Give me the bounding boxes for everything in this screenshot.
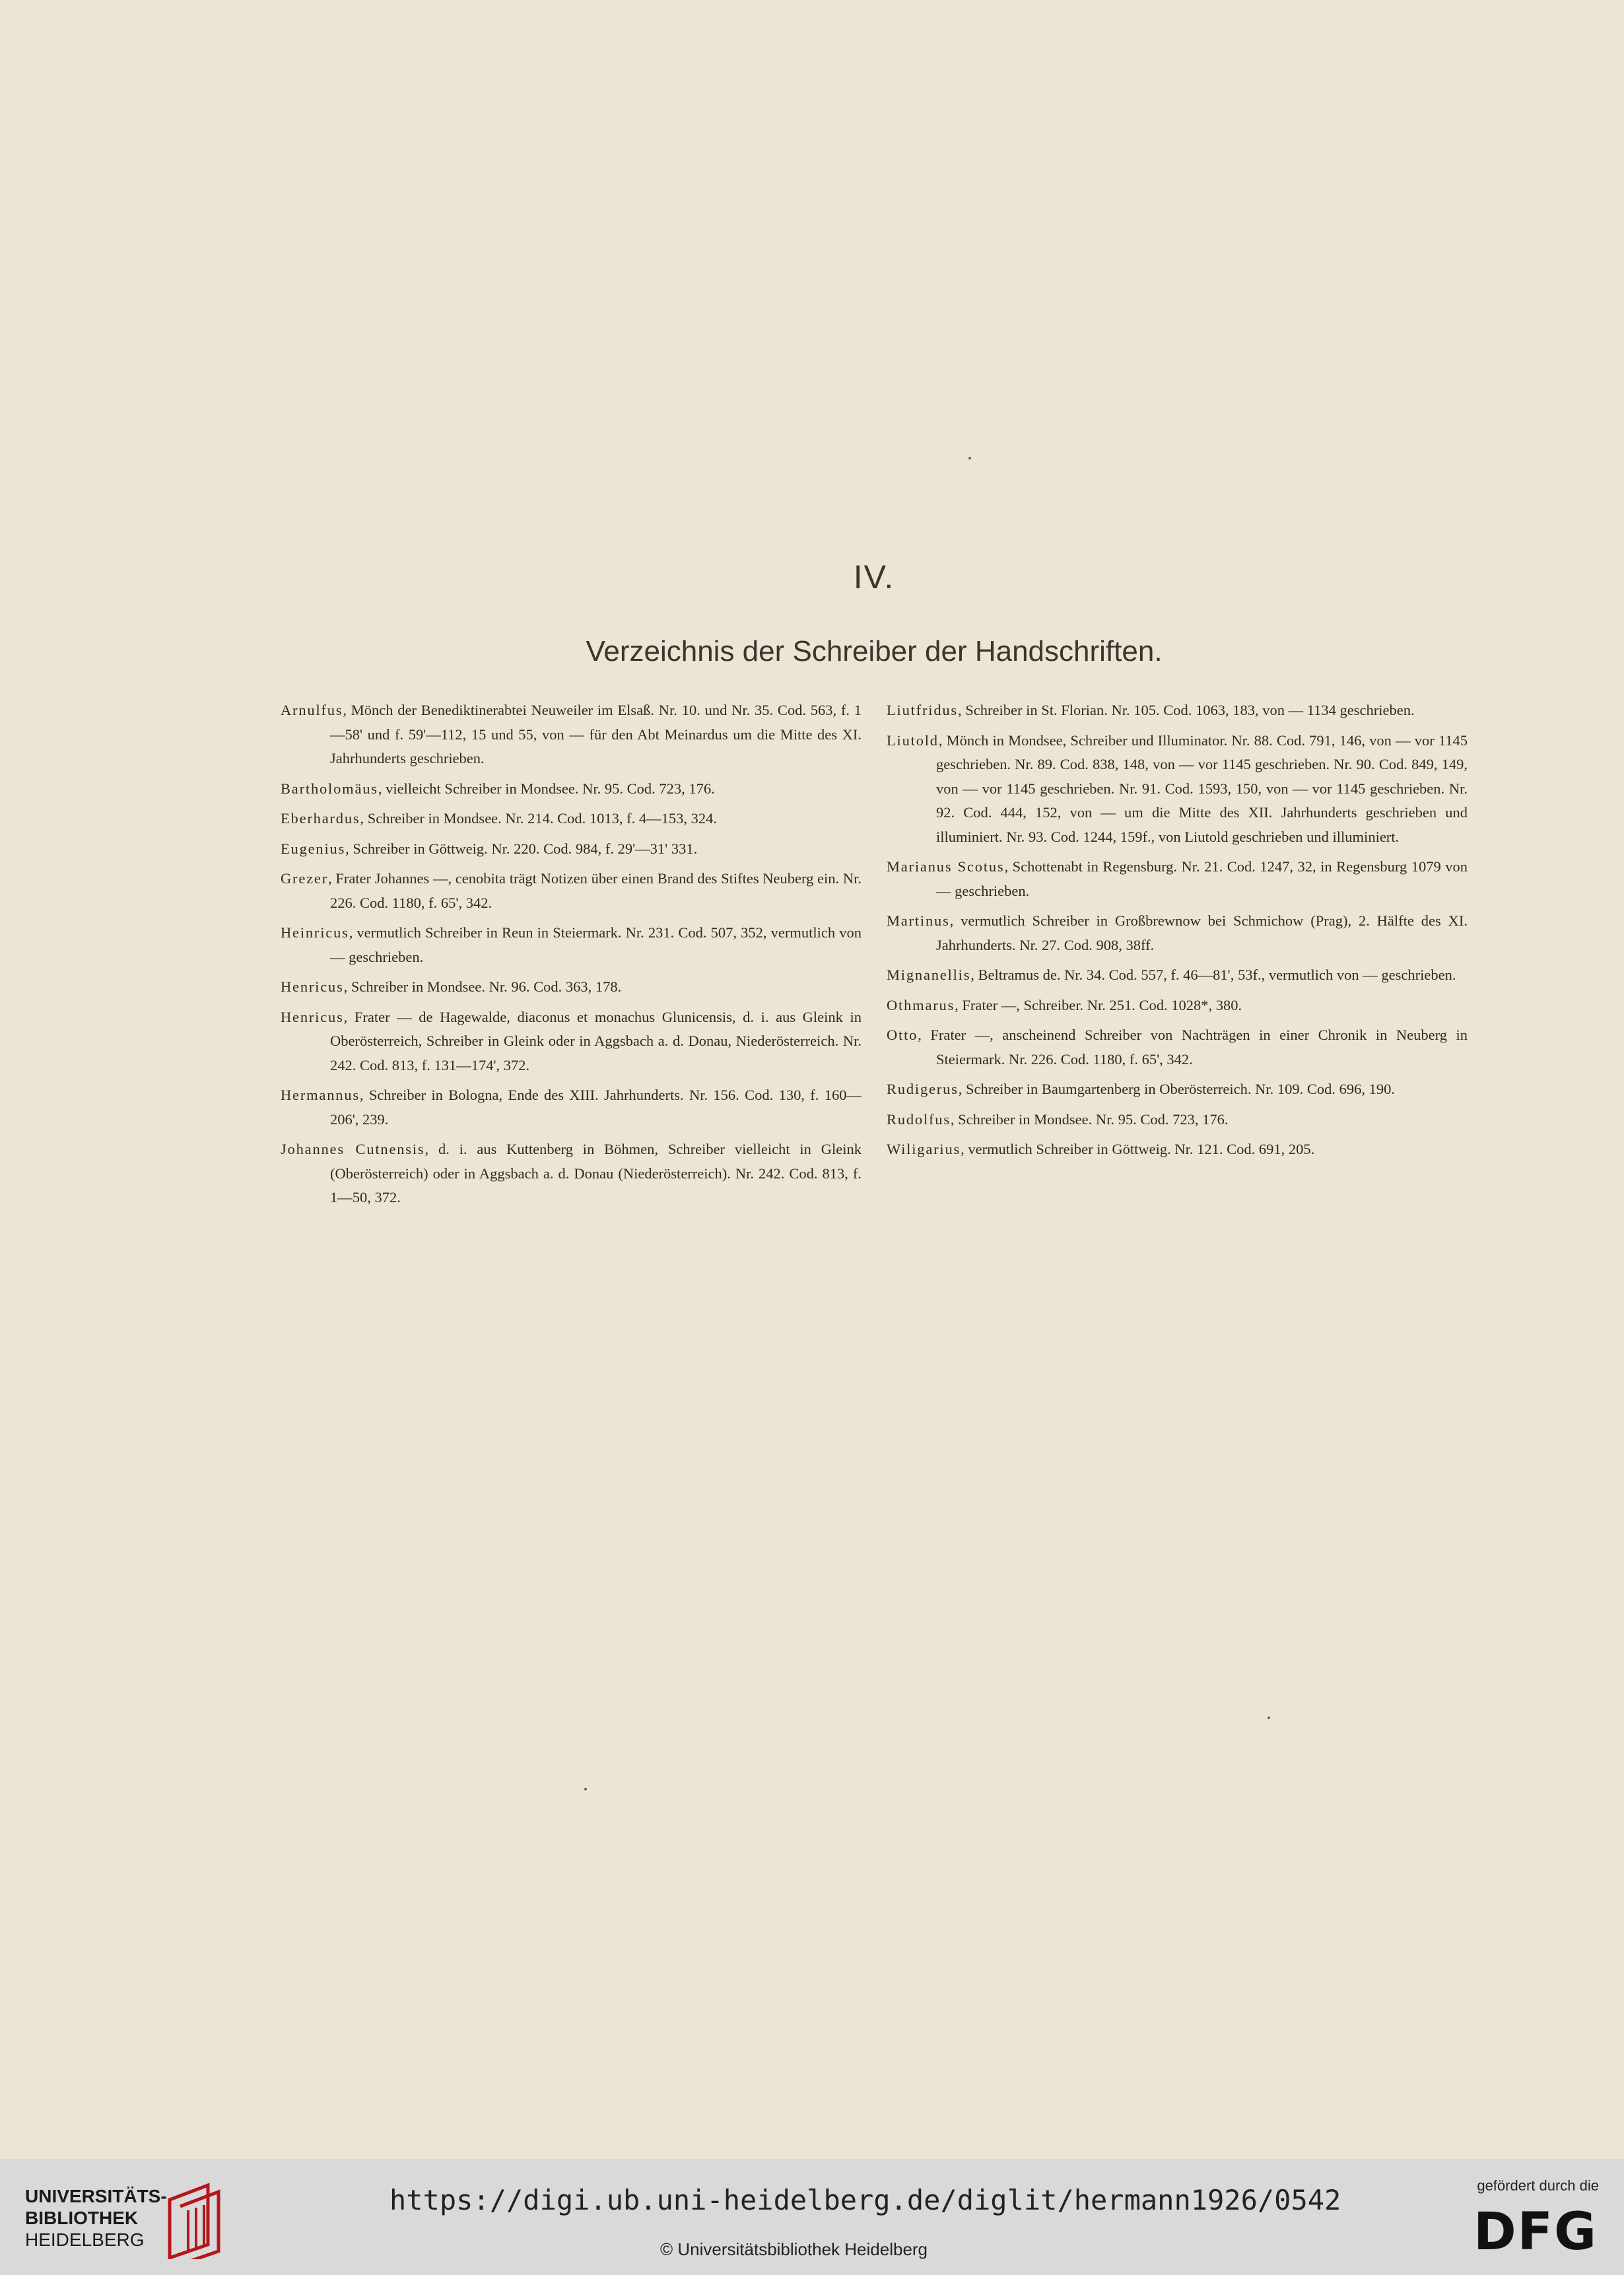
scribe-entry	[281, 777, 862, 801]
scribe-entry	[887, 994, 1468, 1018]
scribe-name: Liutfridus	[887, 702, 958, 718]
funding-label: gefördert durch die	[1477, 2177, 1599, 2194]
right-column	[887, 698, 1468, 1168]
scribe-description: , Schreiber in St. Florian. Nr. 105. Cod. 1063, 183, von — 1134 geschrieben.	[958, 702, 1415, 718]
scribe-name: Heinricus	[281, 924, 349, 941]
scribe-entry	[281, 1138, 862, 1210]
scribe-entry	[281, 867, 862, 915]
scribe-entry	[281, 698, 862, 771]
scribe-entry	[887, 729, 1468, 850]
scribe-entry	[887, 909, 1468, 957]
scribe-description: , Beltramus de. Nr. 34. Cod. 557, f. 46—81', 53f., vermutlich von — geschrieben.	[970, 967, 1456, 983]
scribe-description: , Mönch in Mondsee, Schreiber und Illuminator. Nr. 88. Cod. 791, 146, von — vor 1145 geschrieben. Nr. 89. Cod. 838, 148, von — vor 1145 geschrieben. Nr. 90. Cod. 849, 149, von — vor 1145 geschrieben. Nr. 91. Cod. 1593, 150, von — vor 1145 geschrieben. Nr. 92. Cod. 444, 152, von — um die Mitte des XII. Jahrhunderts geschrieben und illuminiert. Nr. 93. Cod. 1244, 159f., von Liutold geschrieben und illuminiert.	[936, 731, 1468, 845]
scribe-description: , Mönch der Benediktinerabtei Neuweiler im Elsaß. Nr. 10. und Nr. 35. Cod. 563, f. 1—58' und f. 59'—112, 15 und 55, von — für den Abt Meinardus um die Mitte des XI. Jahrhunderts geschrieben.	[330, 702, 862, 766]
left-column	[281, 698, 862, 1216]
scribe-entry	[887, 1023, 1468, 1071]
scribe-description: , vermutlich Schreiber in Göttweig. Nr. 121. Cod. 691, 205.	[961, 1141, 1315, 1157]
scribe-description: , Frater —, Schreiber. Nr. 251. Cod. 1028*, 380.	[955, 996, 1242, 1013]
scribe-description: , Schottenabt in Regensburg. Nr. 21. Cod. 1247, 32, in Regensburg 1079 von — geschrieben.	[936, 858, 1468, 899]
scribe-description: , Schreiber in Mondsee. Nr. 214. Cod. 1013, f. 4—153, 324.	[360, 810, 718, 827]
scribe-name: Marianus Scotus	[887, 858, 1005, 875]
scribe-name: Rudolfus	[887, 1110, 951, 1128]
scribe-description: , Schreiber in Mondsee. Nr. 96. Cod. 363, 178.	[343, 978, 622, 995]
scribe-name: Eugenius	[281, 840, 346, 857]
scribe-name: Mignanellis	[887, 967, 971, 983]
scribe-description: , vermutlich Schreiber in Reun in Steiermark. Nr. 231. Cod. 507, 352, vermutlich von — geschrieben.	[330, 924, 862, 965]
scribe-name: Liutold	[887, 731, 939, 749]
scribe-name: Arnulfus	[281, 702, 343, 718]
scribe-name: Henricus	[281, 1008, 344, 1025]
scribe-description: , Frater —, anscheinend Schreiber von Nachträgen in einer Chronik in Neuberg in Steiermark. Nr. 226. Cod. 1180, f. 65', 342.	[918, 1027, 1468, 1068]
scribe-entry	[887, 1138, 1468, 1162]
scribe-description: , Frater — de Hagewalde, diaconus et monachus Glunicensis, d. i. aus Gleink in Oberösterreich, Schreiber in Gleink oder in Aggsbach a. d. Donau, Niederösterreich. Nr. 242. Cod. 813, f. 131—174', 372.	[330, 1008, 862, 1073]
permalink-url[interactable]: https://digi.ub.uni-heidelberg.de/diglit/hermann1926/0542	[389, 2184, 1341, 2216]
scribe-entry	[281, 837, 862, 862]
scribe-name: Othmarus	[887, 996, 955, 1013]
library-logo-text[interactable]	[25, 2185, 167, 2251]
scribe-entry	[887, 1077, 1468, 1102]
library-emblem-icon	[162, 2180, 228, 2259]
section-number: IV.	[853, 559, 895, 595]
paper-speck	[584, 1788, 587, 1790]
copyright-notice: © Universitätsbibliothek Heidelberg	[660, 2239, 928, 2259]
scribe-name: Otto	[887, 1027, 918, 1043]
paper-speck	[1268, 1716, 1270, 1719]
section-title: Verzeichnis der Schreiber der Handschriften.	[586, 635, 1163, 667]
scribe-name: Bartholomäus	[281, 780, 378, 797]
viewer-footer	[0, 2159, 1624, 2275]
library-name-line2: BIBLIOTHEK	[25, 2208, 139, 2228]
scribe-entry	[281, 807, 862, 831]
dfg-logo[interactable]: DFG	[1473, 2202, 1598, 2262]
scribe-entry	[281, 1005, 862, 1078]
scribe-entry	[281, 975, 862, 1000]
scribe-description: , d. i. aus Kuttenberg in Böhmen, Schreiber vielleicht in Gleink (Oberösterreich) oder in Aggsbach a. d. Donau (Niederösterreich). Nr. 242. Cod. 813, f. 1—50, 372.	[330, 1141, 862, 1205]
scribe-description: , Frater Johannes —, cenobita trägt Notizen über einen Brand des Stiftes Neuberg ein. Nr. 226. Cod. 1180, f. 65', 342.	[328, 870, 862, 911]
scribe-entry	[887, 1108, 1468, 1132]
scribe-description: , Schreiber in Mondsee. Nr. 95. Cod. 723, 176.	[950, 1110, 1229, 1128]
paper-speck	[968, 457, 971, 459]
library-name-line3: HEIDELBERG	[25, 2229, 145, 2250]
scribe-entry	[887, 963, 1468, 988]
scribe-description: , Schreiber in Baumgartenberg in Oberösterreich. Nr. 109. Cod. 696, 190.	[958, 1081, 1396, 1097]
library-name-line1: UNIVERSITÄTS-	[25, 2186, 167, 2206]
scribe-description: , vermutlich Schreiber in Großbrewnow bei Schmichow (Prag), 2. Hälfte des XI. Jahrhunderts. Nr. 27. Cod. 908, 38ff.	[936, 912, 1468, 953]
scribe-description: , vielleicht Schreiber in Mondsee. Nr. 95. Cod. 723, 176.	[378, 780, 715, 797]
scribe-name: Rudigerus	[887, 1081, 959, 1097]
scribe-name: Martinus	[887, 912, 950, 929]
scribe-description: , Schreiber in Bologna, Ende des XIII. Jahrhunderts. Nr. 156. Cod. 130, f. 160—206', 239.	[330, 1087, 862, 1128]
scribe-name: Eberhardus	[281, 810, 360, 827]
scribe-name: Johannes Cutnensis	[281, 1141, 425, 1157]
scribe-entry	[281, 1083, 862, 1132]
scribe-name: Grezer	[281, 870, 328, 887]
scribe-name: Henricus	[281, 978, 344, 995]
scribe-name: Wiligarius	[887, 1141, 961, 1157]
scribe-entry	[887, 698, 1468, 723]
scribe-entry	[281, 921, 862, 969]
scribe-entry	[887, 855, 1468, 903]
scribe-name: Hermannus	[281, 1087, 360, 1103]
scribe-description: , Schreiber in Göttweig. Nr. 220. Cod. 984, f. 29'—31' 331.	[345, 840, 698, 857]
